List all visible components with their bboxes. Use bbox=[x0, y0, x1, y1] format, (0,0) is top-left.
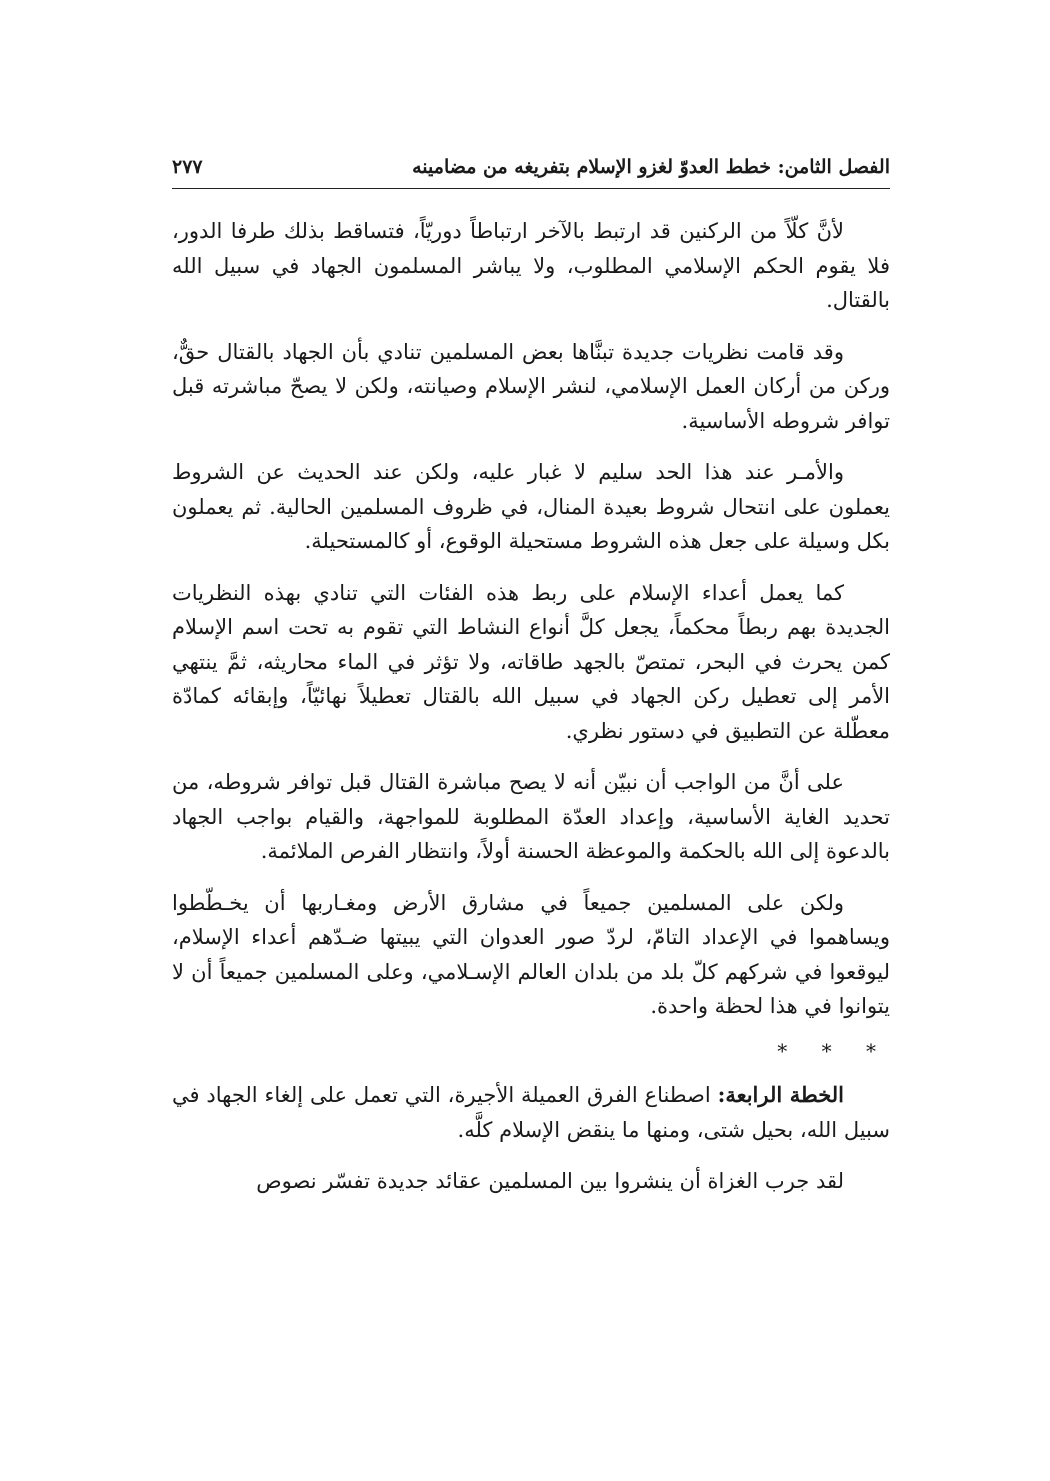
running-header bbox=[172, 150, 890, 184]
page-number: ٢٧٧ bbox=[172, 156, 203, 178]
section-separator: * * * bbox=[777, 1038, 890, 1063]
section-heading: الخطة الرابعة: bbox=[717, 1082, 844, 1107]
paragraph-5: على أنَّ من الواجب أن نبيّن أنه لا يصح مباشرة القتال قبل توافر شروطه، من تحديد الغاية الأساسية، وإعداد العدّة المطلوبة للمواجهة، والقيام بواجب الجهاد بالدعوة إلى الله بالحكمة والموعظة الحسنة أولاً، وانتظار الفرص الملائمة. bbox=[172, 770, 890, 863]
section-text: اصطناع الفرق العميلة الأجيرة، التي تعمل على إلغاء الجهاد في سبيل الله، بحيل شتى، ومنها ما ينقض الإسلام كلَّه. bbox=[172, 1083, 890, 1142]
paragraph-3: والأمـر عند هذا الحد سليم لا غبار عليه، ولكن عند الحديث عن الشروط يعملون على انتحال شروط بعيدة المنال، في ظروف المسلمين الحالية. ثم يعملون بكل وسيلة على جعل هذه الشروط مستحيلة الوقوع، أو كالمستحيلة. bbox=[172, 460, 890, 553]
section-paragraph bbox=[172, 1078, 890, 1147]
paragraph-4: كما يعمل أعداء الإسلام على ربط هذه الفئات التي تنادي بهذه النظريات الجديدة بهم ربطاً محكماً، يجعل كلَّ أنواع النشاط التي تقوم به تحت اسم الإسلام كمن يحرث في البحر، تمتصّ بالجهد طاقاته، ولا تؤثر في الماء محاريثه، ثمَّ ينتهي الأمر إلى تعطيل ركن الجهاد في سبيل الله بالقتال تعطيلاً نهائيّاً، وإبقائه كمادّة معطّلة عن التطبيق في دستور نظري. bbox=[172, 580, 890, 743]
paragraph-1: لأنَّ كلّاً من الركنين قد ارتبط بالآخر ارتباطاً دوريّاً، فتساقط بذلك طرفا الدور، فلا يقوم الحكم الإسلامي المطلوب، ولا يباشر المسلمون الجهاد في سبيل الله بالقتال. bbox=[172, 219, 890, 312]
body-text bbox=[172, 214, 890, 1216]
paragraph-last: لقد جرب الغزاة أن ينشروا بين المسلمين عقائد جديدة تفسّر نصوص bbox=[256, 1169, 844, 1193]
chapter-title: الفصل الثامن: خطط العدوّ لغزو الإسلام بتفريغه من مضامينه bbox=[412, 156, 890, 178]
paragraph-2: وقد قامت نظريات جديدة تبنَّاها بعض المسلمين تنادي بأن الجهاد بالقتال حقٌّ، وركن من أركان العمل الإسلامي، لنشر الإسلام وصيانته، ولكن لا يصحّ مباشرته قبل توافر شروطه الأساسية. bbox=[172, 339, 890, 433]
paragraph-6: ولكن على المسلمين جميعاً في مشارق الأرض ومغـاربها أن يخـطّطوا ويساهموا في الإعداد التامّ، لردّ صور العدوان التي يبيتها ضـدّهم أعداء الإسلام، ليوقعوا في شركهم كلّ بلد من بلدان العالم الإسـلامي، وعلى المسلمين جميعاً أن لا يتوانوا في هذا لحظة واحدة. bbox=[172, 890, 890, 1018]
header-rule bbox=[172, 188, 890, 189]
